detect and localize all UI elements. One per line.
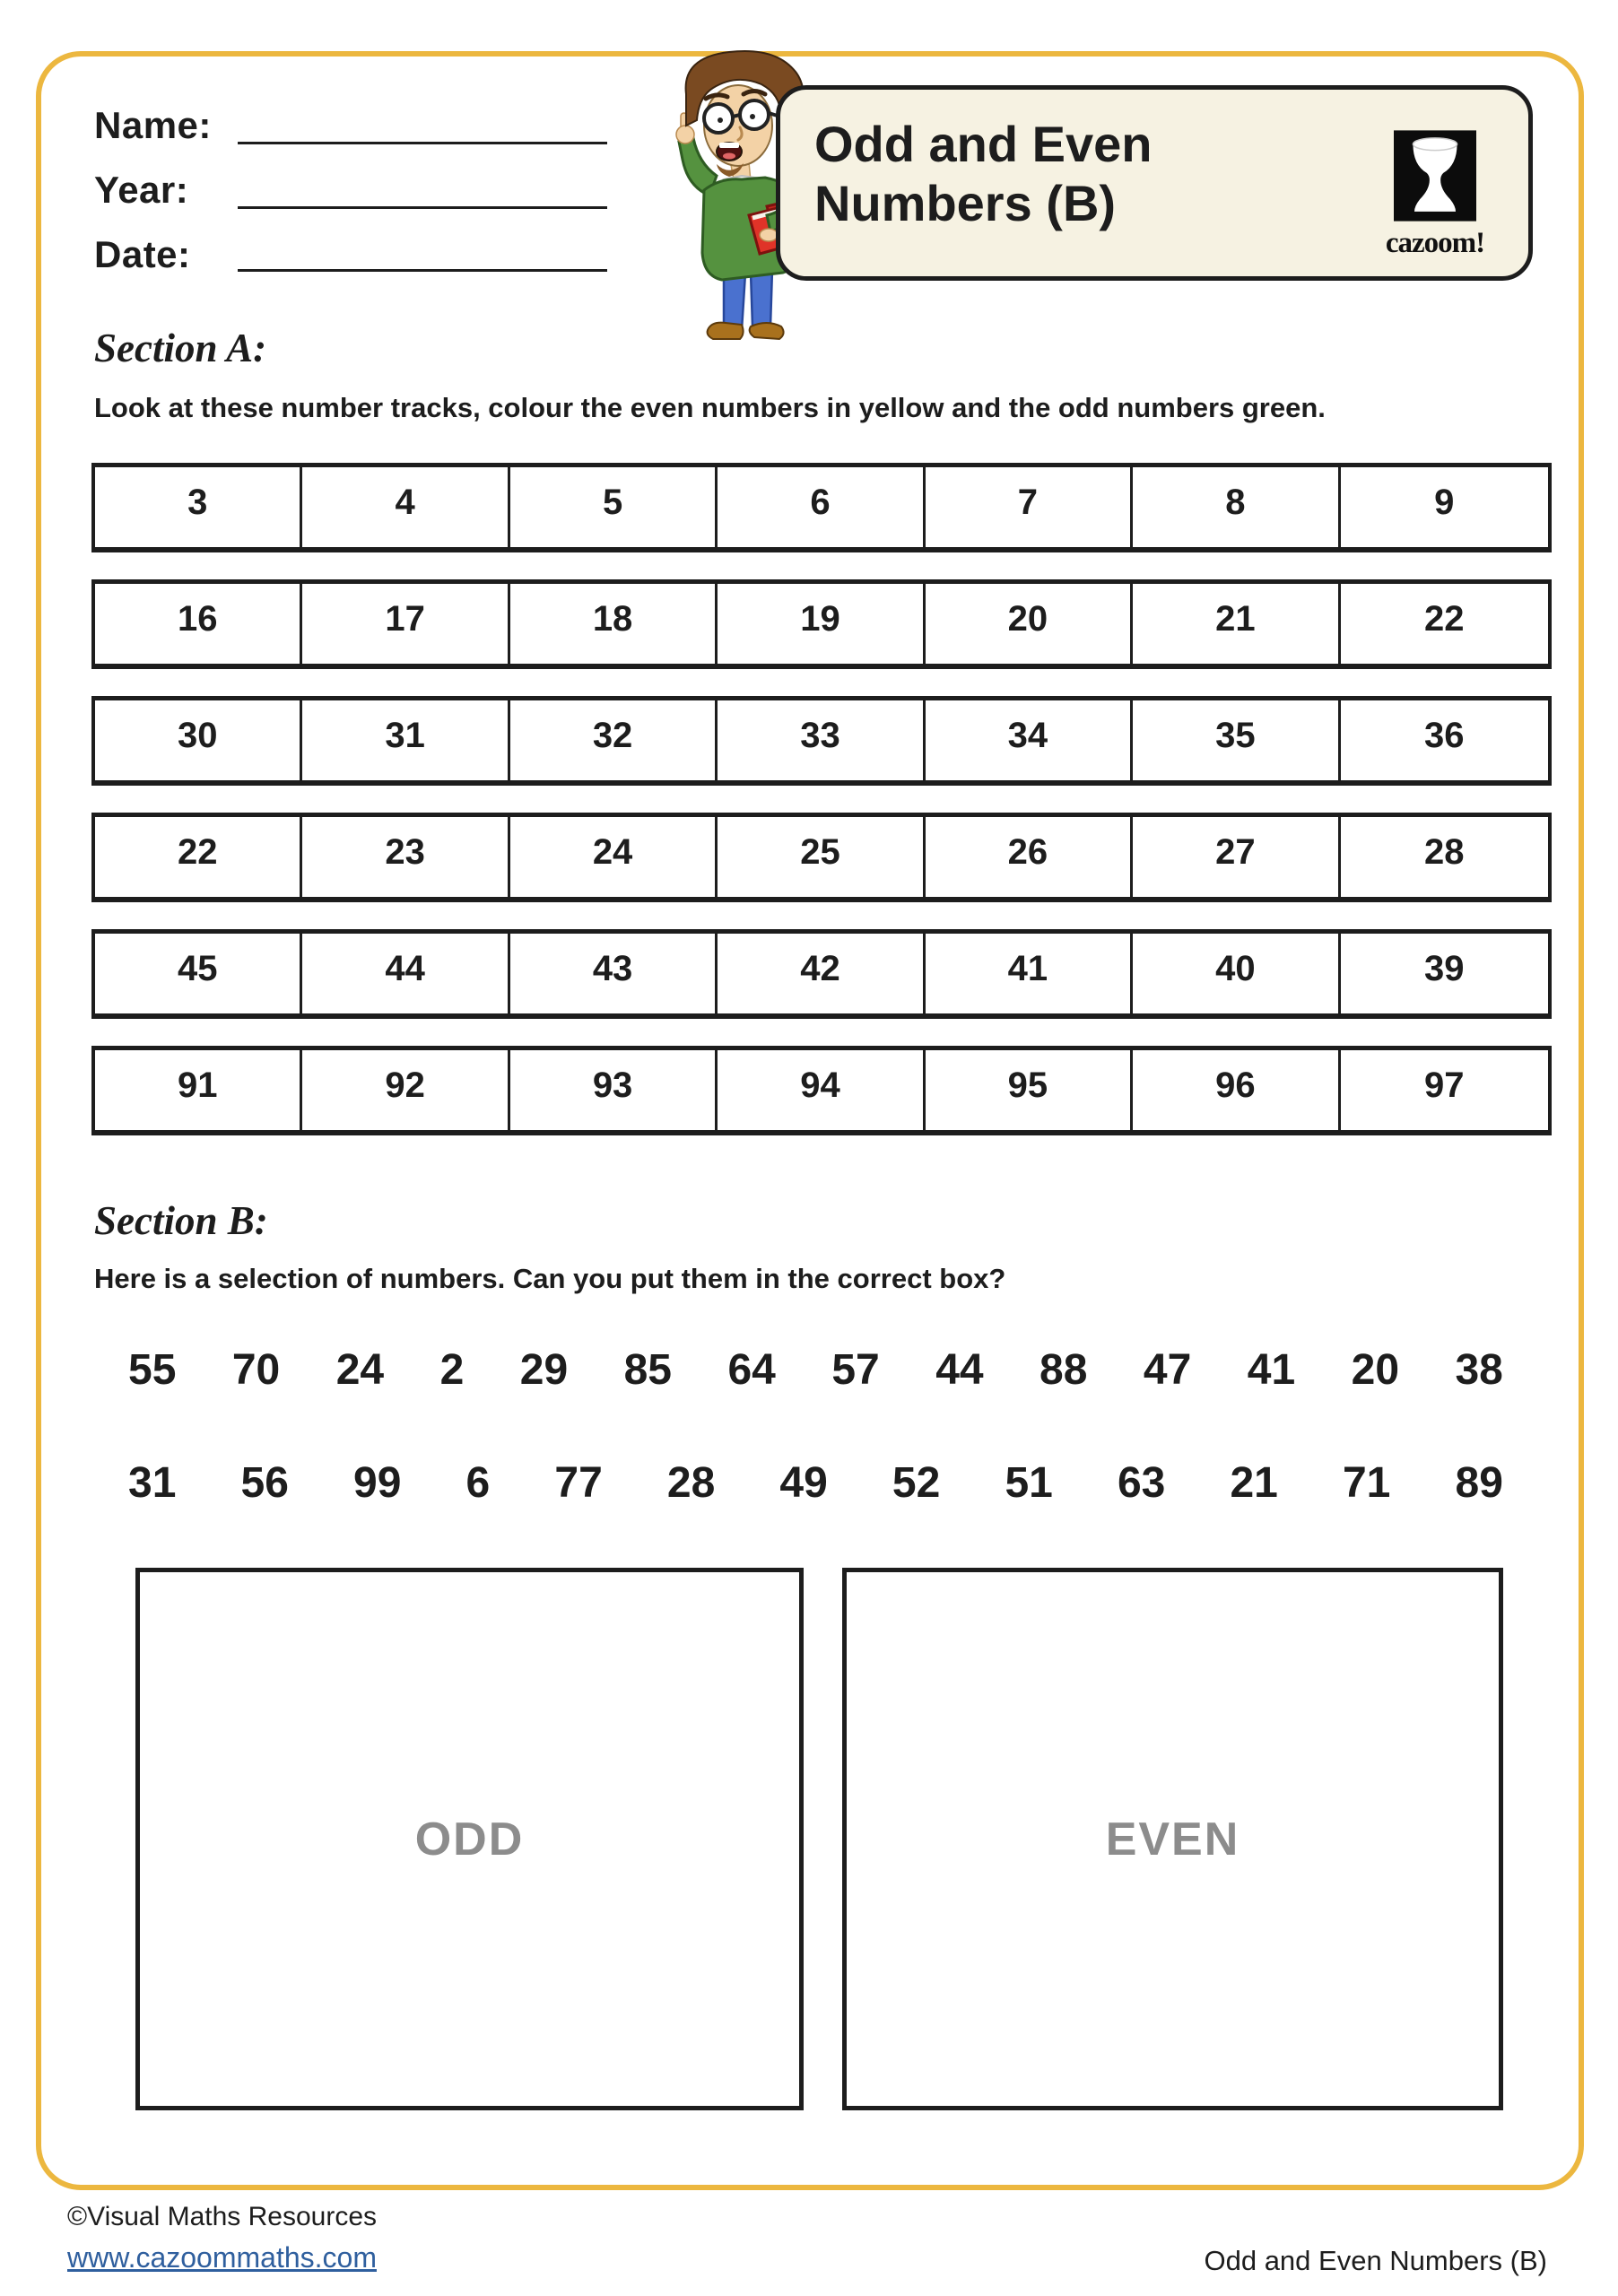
track-cell[interactable]: 33 <box>718 700 925 780</box>
track-cell[interactable]: 30 <box>95 700 302 780</box>
number-track <box>91 929 1552 1019</box>
scatter-number[interactable]: 64 <box>727 1346 776 1394</box>
footer-link[interactable]: www.cazoommaths.com <box>67 2241 377 2274</box>
year-line[interactable] <box>238 206 607 209</box>
name-line[interactable] <box>238 142 607 144</box>
scatter-number[interactable]: 52 <box>892 1459 941 1507</box>
track-cell[interactable]: 21 <box>1133 584 1340 664</box>
footer-copyright: ©Visual Maths Resources <box>67 2202 378 2231</box>
number-tracks <box>91 463 1552 1162</box>
track-cell[interactable]: 27 <box>1133 817 1340 897</box>
section-b-heading: Section B: <box>94 1198 268 1243</box>
scatter-number[interactable]: 38 <box>1455 1346 1503 1394</box>
track-cell[interactable]: 45 <box>95 934 302 1013</box>
scatter-number[interactable]: 77 <box>554 1459 603 1507</box>
track-cell[interactable]: 18 <box>510 584 718 664</box>
track-cell[interactable]: 34 <box>926 700 1133 780</box>
track-cell[interactable]: 39 <box>1424 949 1465 988</box>
scatter-number[interactable]: 56 <box>240 1459 289 1507</box>
scatter-numbers-row1 <box>128 1345 1503 1395</box>
track-cell[interactable]: 96 <box>1133 1050 1340 1130</box>
scatter-number[interactable]: 63 <box>1117 1459 1166 1507</box>
scatter-number[interactable]: 31 <box>128 1459 177 1507</box>
track-cell[interactable]: 42 <box>718 934 925 1013</box>
date-line[interactable] <box>238 269 607 272</box>
scatter-numbers-row2 <box>128 1458 1503 1508</box>
number-track <box>91 696 1552 786</box>
cazoom-drum-icon <box>1394 129 1476 222</box>
track-cell[interactable]: 3 <box>95 467 302 547</box>
track-cell[interactable]: 19 <box>718 584 925 664</box>
odd-box[interactable] <box>135 1568 804 2110</box>
number-track <box>91 1046 1552 1135</box>
track-cell[interactable]: 43 <box>510 934 718 1013</box>
track-cell[interactable]: 16 <box>95 584 302 664</box>
scatter-number[interactable]: 28 <box>666 1459 716 1507</box>
track-cell[interactable]: 24 <box>510 817 718 897</box>
track-cell[interactable]: 32 <box>510 700 718 780</box>
scatter-number[interactable]: 49 <box>779 1459 828 1507</box>
track-cell[interactable]: 6 <box>718 467 925 547</box>
number-track <box>91 813 1552 902</box>
scatter-number[interactable]: 41 <box>1247 1346 1296 1394</box>
even-box-label: EVEN <box>1105 1813 1240 1866</box>
track-cell[interactable]: 25 <box>718 817 925 897</box>
year-label: Year: <box>94 169 189 211</box>
scatter-number[interactable]: 24 <box>335 1346 385 1394</box>
track-cell[interactable]: 4 <box>302 467 509 547</box>
name-label: Name: <box>94 104 212 146</box>
scatter-number[interactable]: 6 <box>465 1459 491 1507</box>
section-a-instruction: Look at these number tracks, colour the even numbers in yellow and the odd numbers green. <box>94 392 1326 423</box>
page-title: Odd and Even Numbers (B) <box>814 116 1153 231</box>
scatter-number[interactable]: 20 <box>1351 1346 1400 1394</box>
track-cell[interactable]: 26 <box>926 817 1133 897</box>
track-cell[interactable]: 31 <box>302 700 509 780</box>
track-cell[interactable]: 23 <box>302 817 509 897</box>
track-cell[interactable]: 41 <box>926 934 1133 1013</box>
section-b-instruction: Here is a selection of numbers. Can you put them in the correct box? <box>94 1263 1006 1294</box>
track-cell[interactable]: 9 <box>1434 483 1455 522</box>
track-cell[interactable]: 91 <box>95 1050 302 1130</box>
cazoom-logo-text: cazoom! <box>1385 227 1485 259</box>
scatter-number[interactable]: 51 <box>1005 1459 1053 1507</box>
scatter-number[interactable]: 89 <box>1455 1459 1503 1507</box>
odd-box-label: ODD <box>414 1813 525 1866</box>
cazoom-logo <box>1381 129 1489 260</box>
track-cell[interactable]: 40 <box>1133 934 1340 1013</box>
track-cell[interactable]: 92 <box>302 1050 509 1130</box>
track-cell[interactable]: 97 <box>1424 1065 1465 1105</box>
title-box <box>776 85 1533 281</box>
scatter-number[interactable]: 2 <box>439 1346 465 1394</box>
track-cell[interactable]: 5 <box>510 467 718 547</box>
track-cell[interactable]: 7 <box>926 467 1133 547</box>
track-cell[interactable]: 28 <box>1424 832 1465 872</box>
scatter-number[interactable]: 55 <box>128 1346 177 1394</box>
track-cell[interactable]: 22 <box>1424 599 1465 639</box>
track-cell[interactable]: 22 <box>95 817 302 897</box>
number-track <box>91 579 1552 669</box>
section-a-heading: Section A: <box>94 326 267 370</box>
track-cell[interactable]: 94 <box>718 1050 925 1130</box>
scatter-number[interactable]: 44 <box>935 1346 984 1394</box>
track-cell[interactable]: 93 <box>510 1050 718 1130</box>
scatter-number[interactable]: 85 <box>623 1346 672 1394</box>
footer-doc-title: Odd and Even Numbers (B) <box>1204 2245 1547 2276</box>
track-cell[interactable]: 17 <box>302 584 509 664</box>
track-cell[interactable]: 95 <box>926 1050 1133 1130</box>
even-box[interactable] <box>842 1568 1503 2110</box>
date-label: Date: <box>94 233 191 275</box>
track-cell[interactable]: 36 <box>1424 716 1465 755</box>
scatter-number[interactable]: 99 <box>353 1459 402 1507</box>
scatter-number[interactable]: 88 <box>1040 1346 1088 1394</box>
number-track <box>91 463 1552 552</box>
track-cell[interactable]: 8 <box>1133 467 1340 547</box>
scatter-number[interactable]: 71 <box>1342 1459 1391 1507</box>
track-cell[interactable]: 35 <box>1133 700 1340 780</box>
scatter-number[interactable]: 47 <box>1143 1346 1192 1394</box>
scatter-number[interactable]: 57 <box>831 1346 880 1394</box>
track-cell[interactable]: 44 <box>302 934 509 1013</box>
track-cell[interactable]: 20 <box>926 584 1133 664</box>
scatter-number[interactable]: 21 <box>1230 1459 1278 1507</box>
scatter-number[interactable]: 70 <box>231 1346 281 1394</box>
scatter-number[interactable]: 29 <box>519 1346 569 1394</box>
